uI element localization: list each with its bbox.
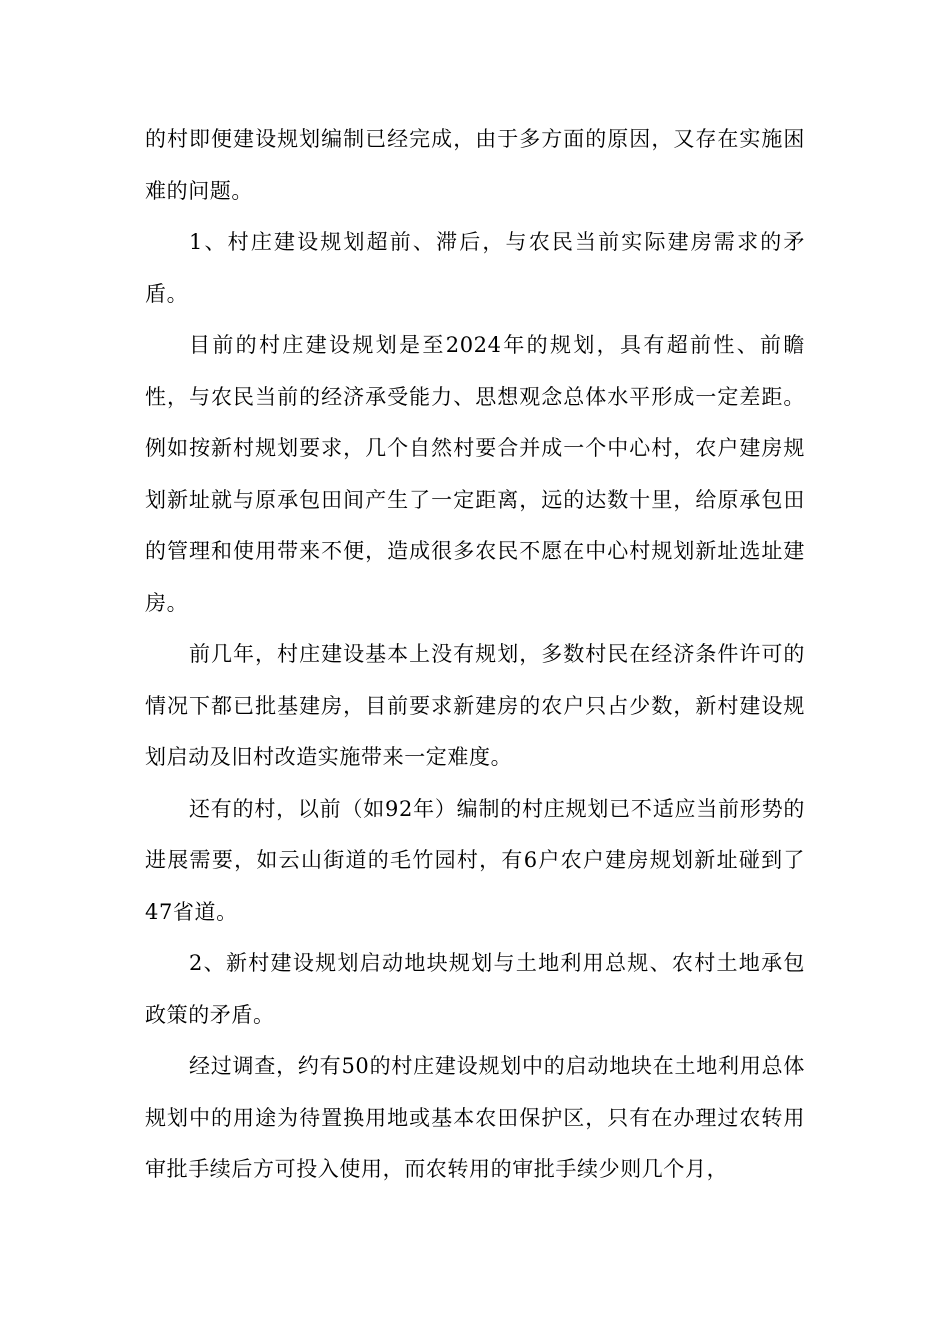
paragraph-5: 还有的村，以前（如92年）编制的村庄规划已不适应当前形势的进展需要，如云山街道的毛竹园村，有6户农户建房规划新址碰到了47省道。 xyxy=(145,796,805,924)
paragraph-4: 前几年，村庄建设基本上没有规划，多数村民在经济条件许可的情况下都已批基建房，目前要求新建房的农户只占少数，新村建设规划启动及旧村改造实施带来一定难度。 xyxy=(145,642,805,769)
paragraph-7: 经过调查，约有50的村庄建设规划中的启动地块在土地利用总体规划中的用途为待置换用地或基本农田保护区，只有在办理过农转用审批手续后方可投入使用，而农转用的审批手续少则几个月， xyxy=(145,1054,805,1181)
paragraph-3: 目前的村庄建设规划是至2024年的规划，具有超前性、前瞻性，与农民当前的经济承受能力、思想观念总体水平形成一定差距。例如按新村规划要求，几个自然村要合并成一个中心村，农户建房规划新址就与原承包田间产生了一定距离，远的达数十里，给原承包田的管理和使用带来不便，造成很多农民不愿在中心村规划新址选址建房。 xyxy=(145,333,805,615)
paragraph-1: 的村即便建设规划编制已经完成，由于多方面的原因，又存在实施困难的问题。 xyxy=(145,127,805,203)
paragraph-2: 1、村庄建设规划超前、滞后，与农民当前实际建房需求的矛盾。 xyxy=(145,230,805,306)
document-body xyxy=(145,114,805,1196)
paragraph-6: 2、新村建设规划启动地块规划与土地利用总规、农村土地承包政策的矛盾。 xyxy=(145,951,805,1027)
